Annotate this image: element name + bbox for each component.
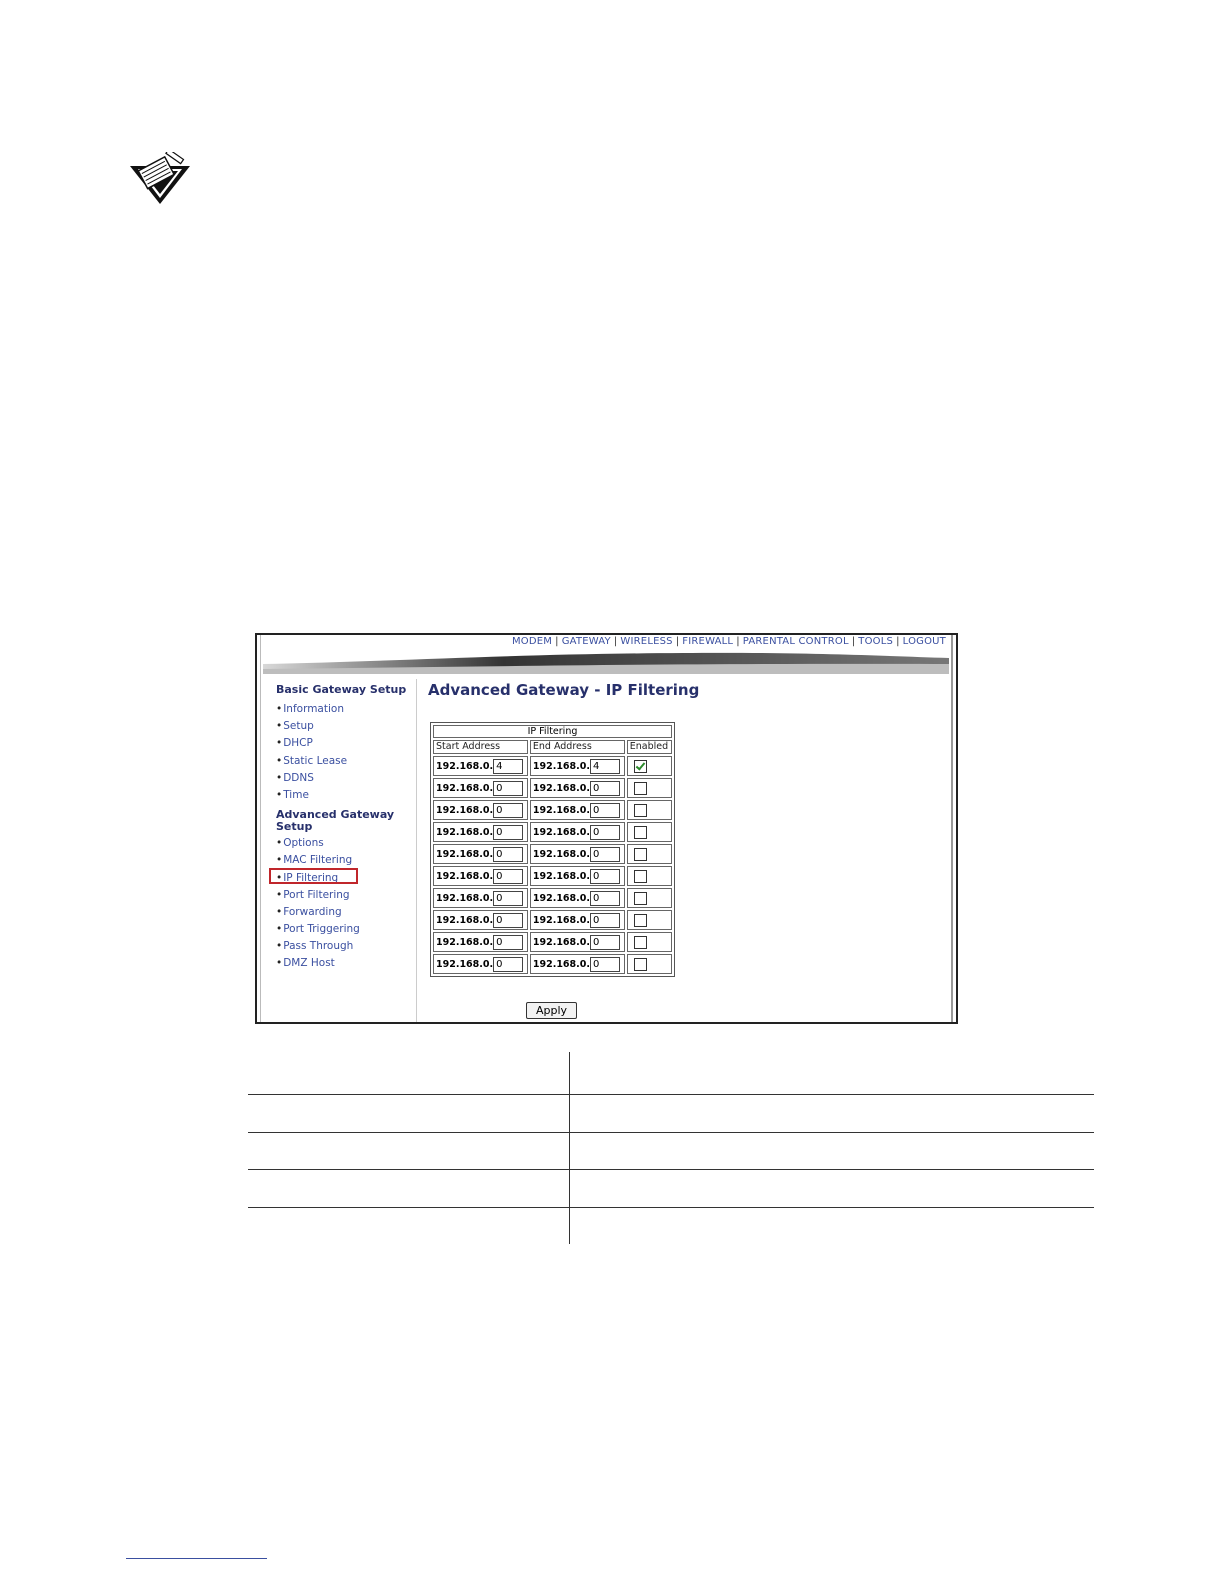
ip-filtering-caption: IP Filtering [433,725,672,738]
ip-prefix: 192.168.0. [436,958,494,970]
bullet-icon: • [276,957,283,970]
sidebar-item-time[interactable] [276,787,416,804]
ip-prefix: 192.168.0. [436,892,494,904]
end-octet-input[interactable]: 0 [590,803,620,818]
end-address-cell [530,822,625,842]
end-octet-input[interactable]: 0 [590,825,620,840]
bullet-icon: • [276,771,283,784]
ip-prefix: 192.168.0. [532,782,590,794]
reference-table-row-rule [248,1207,1094,1208]
sidebar-item-static-lease[interactable] [276,753,416,770]
enabled-checkbox[interactable] [634,760,647,773]
end-address-cell [530,954,625,974]
nav-separator: | [555,636,559,647]
table-row [433,822,672,842]
enabled-cell [627,822,672,842]
sidebar-heading-advanced-line2: Setup [276,820,313,834]
enabled-cell [627,932,672,952]
sidebar-heading-basic: Basic Gateway Setup [276,683,407,696]
start-address-cell [433,866,528,886]
end-address-header: End Address [530,740,625,754]
nav-link-wireless[interactable]: WIRELESS [620,636,673,647]
end-address-cell [530,800,625,820]
nav-link-tools[interactable]: TOOLS [858,636,894,647]
start-address-cell [433,932,528,952]
nav-link-logout[interactable]: LOGOUT [902,636,946,647]
sidebar [276,684,416,973]
enabled-cell [627,866,672,886]
end-octet-input[interactable]: 0 [590,781,620,796]
enabled-checkbox[interactable] [634,870,647,883]
sidebar-item-label: Forwarding [283,905,342,918]
ip-prefix: 192.168.0. [532,892,590,904]
bullet-icon: • [276,788,283,801]
sidebar-divider [416,679,417,1022]
sidebar-item-dhcp[interactable] [276,735,416,752]
end-address-cell [530,866,625,886]
nav-separator: | [736,636,740,647]
sidebar-item-label: Port Filtering [283,888,350,901]
table-row [433,932,672,952]
enabled-checkbox[interactable] [634,936,647,949]
page-title: Advanced Gateway - IP Filtering [428,681,700,699]
table-row [433,910,672,930]
nav-separator: | [851,636,856,647]
ip-filtering-table [430,722,675,977]
ip-prefix: 192.168.0. [532,870,590,882]
enabled-checkbox[interactable] [634,782,647,795]
bullet-icon: • [276,837,283,850]
nav-separator: | [896,636,900,647]
ip-prefix: 192.168.0. [532,826,590,838]
enabled-checkbox[interactable] [634,958,647,971]
end-address-cell [530,888,625,908]
sidebar-item-pass-through[interactable] [276,938,416,955]
end-address-cell [530,910,625,930]
ip-prefix: 192.168.0. [532,914,590,926]
sidebar-item-label: Options [283,837,324,850]
enabled-header: Enabled [627,740,672,754]
start-address-cell [433,756,528,776]
note-checkmark-icon [128,152,192,208]
table-row [433,778,672,798]
bullet-icon: • [276,940,283,953]
end-octet-input[interactable]: 0 [590,891,620,906]
start-address-cell [433,844,528,864]
end-octet-input[interactable]: 0 [590,935,620,950]
ip-prefix: 192.168.0. [436,826,494,838]
sidebar-item-forwarding[interactable] [276,904,416,921]
sidebar-item-ddns[interactable] [276,770,416,787]
sidebar-item-label: DDNS [283,771,314,784]
sidebar-item-options[interactable] [276,835,416,852]
sidebar-advanced-list [276,835,416,973]
table-row [433,866,672,886]
start-address-cell [433,822,528,842]
enabled-cell [627,844,672,864]
start-address-cell [433,888,528,908]
nav-link-gateway[interactable]: GATEWAY [561,636,611,647]
reference-table-row-rule [248,1169,1094,1170]
ip-prefix: 192.168.0. [436,760,494,772]
table-row [433,954,672,974]
reference-table [248,1052,1094,1244]
start-address-cell [433,800,528,820]
bullet-icon: • [276,854,283,867]
sidebar-item-setup[interactable] [276,718,416,735]
end-address-cell [530,778,625,798]
sidebar-heading-advanced-line1: Advanced Gateway [276,808,395,822]
table-row [433,756,672,776]
enabled-cell [627,778,672,798]
apply-button[interactable]: Apply [526,1002,577,1019]
enabled-checkbox[interactable] [634,914,647,927]
start-octet-input[interactable]: 0 [493,957,523,972]
ip-prefix: 192.168.0. [532,804,590,816]
frame-right-rule [951,635,953,1022]
bullet-icon: • [276,923,283,936]
ip-prefix: 192.168.0. [436,936,494,948]
enabled-cell [627,910,672,930]
sidebar-item-label: DHCP [283,737,313,750]
start-octet-input[interactable]: 0 [493,825,523,840]
ip-prefix: 192.168.0. [436,804,494,816]
sidebar-item-label: Static Lease [283,754,348,767]
table-row [433,888,672,908]
end-octet-input[interactable]: 0 [590,957,620,972]
end-octet-input[interactable]: 0 [590,913,620,928]
nav-separator: | [613,636,618,647]
start-octet-input[interactable]: 0 [493,935,523,950]
enabled-cell [627,800,672,820]
ip-prefix: 192.168.0. [532,760,590,772]
end-octet-input[interactable]: 0 [590,847,620,862]
header-swoosh-banner [263,650,949,674]
enabled-checkbox[interactable] [634,892,647,905]
start-address-cell [433,954,528,974]
reference-table-column-rule [569,1052,570,1244]
bullet-icon: • [276,905,283,918]
start-address-cell [433,778,528,798]
start-address-cell [433,910,528,930]
bullet-icon: • [276,754,283,767]
sidebar-item-label: Pass Through [283,940,354,953]
enabled-cell [627,954,672,974]
end-address-cell [530,756,625,776]
selected-item-highlight [269,868,358,884]
start-octet-input[interactable]: 0 [493,891,523,906]
sidebar-item-port-triggering[interactable] [276,921,416,938]
start-octet-input[interactable]: 0 [493,913,523,928]
nav-link-modem[interactable]: MODEM [511,636,553,647]
start-octet-input[interactable]: 4 [493,759,523,774]
ip-prefix: 192.168.0. [532,936,590,948]
bullet-icon: • [276,888,283,901]
sidebar-item-information[interactable] [276,701,416,718]
ip-prefix: 192.168.0. [532,958,590,970]
bullet-icon: • [276,720,283,733]
sidebar-item-label: Setup [283,720,314,733]
top-navigation [512,636,946,650]
sidebar-item-mac-filtering[interactable] [276,852,416,869]
bullet-icon: • [276,703,283,715]
bullet-icon: • [276,737,283,750]
nav-separator: | [675,636,680,647]
enabled-checkbox[interactable] [634,804,647,817]
sidebar-item-label: DMZ Host [283,957,335,970]
ip-prefix: 192.168.0. [532,848,590,860]
table-row [433,844,672,864]
footnote-rule [126,1558,267,1559]
ip-prefix: 192.168.0. [436,848,494,860]
end-octet-input[interactable]: 4 [590,759,620,774]
enabled-cell [627,756,672,776]
start-octet-input[interactable]: 0 [493,781,523,796]
ip-prefix: 192.168.0. [436,870,494,882]
start-address-header: Start Address [433,740,528,754]
reference-table-row-rule [248,1094,1094,1095]
start-octet-input[interactable]: 0 [493,803,523,818]
enabled-checkbox[interactable] [634,826,647,839]
nav-link-parental-control[interactable]: PARENTAL CONTROL [742,636,849,647]
sidebar-item-label: Time [283,788,309,801]
end-address-cell [530,844,625,864]
bullet-icon: • [276,871,283,884]
sidebar-item-port-filtering[interactable] [276,887,416,904]
end-octet-input[interactable]: 0 [590,869,620,884]
sidebar-basic-list [276,701,416,804]
frame-left-rule [260,635,261,1022]
nav-link-firewall[interactable]: FIREWALL [682,636,734,647]
sidebar-item-label: IP Filtering [283,871,339,884]
reference-table-row-rule [248,1132,1094,1133]
sidebar-item-dmz-host[interactable] [276,955,416,972]
start-octet-input[interactable]: 0 [493,869,523,884]
enabled-checkbox[interactable] [634,848,647,861]
sidebar-item-label: MAC Filtering [283,854,353,867]
enabled-cell [627,888,672,908]
start-octet-input[interactable]: 0 [493,847,523,862]
end-address-cell [530,932,625,952]
table-row [433,800,672,820]
sidebar-item-label: Information [283,703,344,715]
ip-prefix: 192.168.0. [436,914,494,926]
ip-prefix: 192.168.0. [436,782,494,794]
router-config-screenshot [255,633,958,1024]
sidebar-item-label: Port Triggering [283,923,360,936]
